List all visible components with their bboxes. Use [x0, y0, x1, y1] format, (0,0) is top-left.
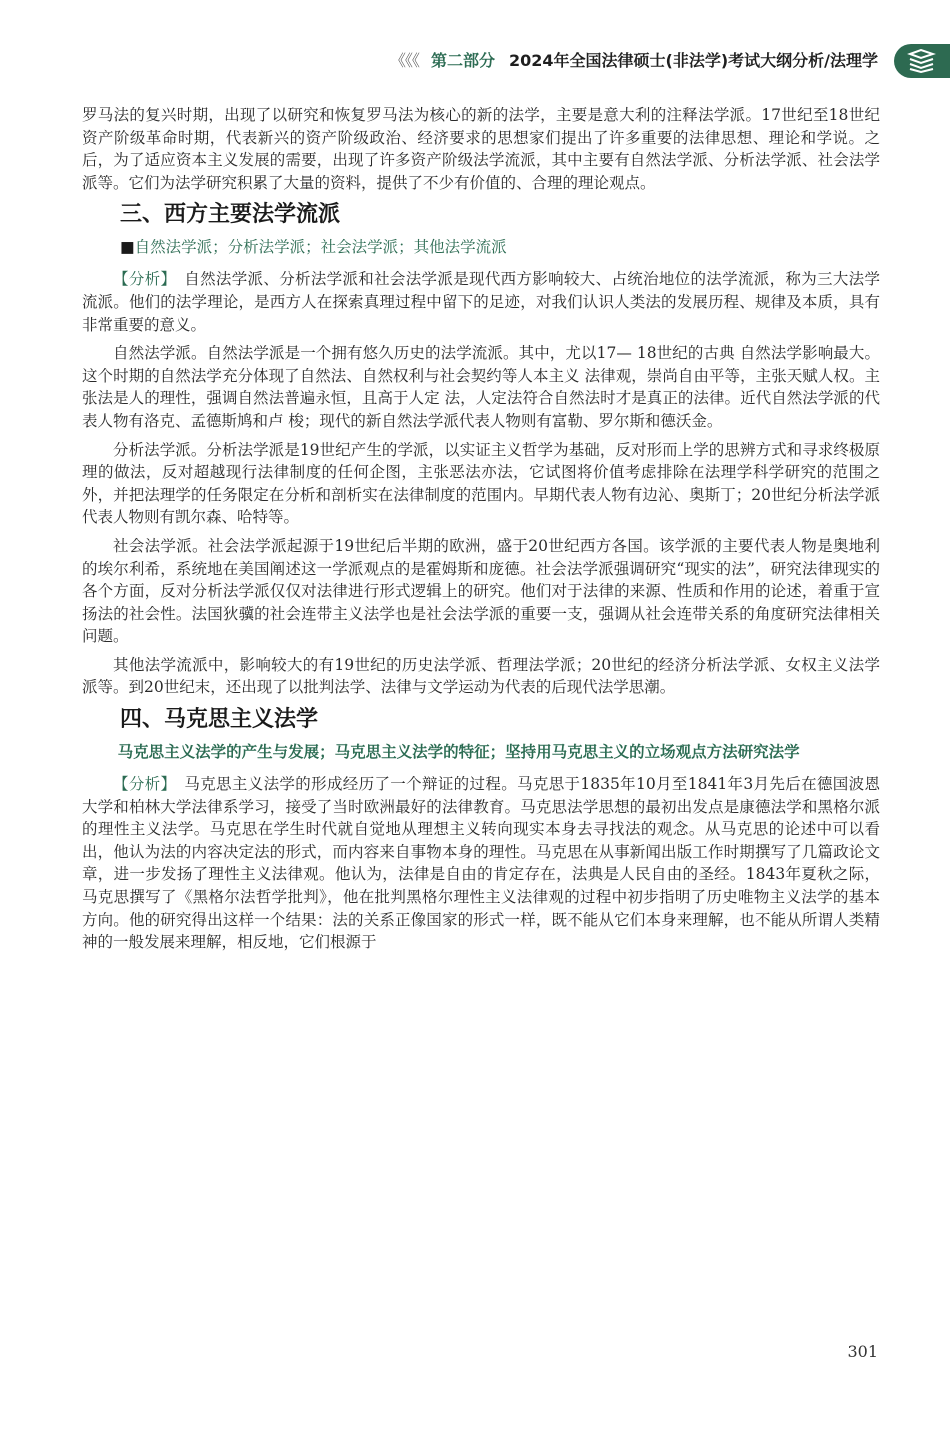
key-points-text: 自然法学派；分析法学派；社会法学派；其他法学流派	[134, 238, 507, 257]
analysis-text: 自然法学派、分析法学派和社会法学派是现代西方影响较大、占统治地位的法学流派，称为三大法学流派。他们的法学理论，是西方人在探索真理过程中留下的足迹，对我们认识人类法的发展历程、规律及本质，具有非常重要的意义。	[82, 270, 880, 334]
header-arrows: 《《《	[389, 51, 419, 70]
section-heading-western-schools: 三、西方主要法学流派	[120, 202, 341, 228]
analysis-tag: 【分析】	[113, 775, 177, 794]
running-header	[0, 44, 950, 80]
header-part-label: 第二部分	[430, 51, 495, 70]
intro-paragraph: 罗马法的复兴时期，出现了以研究和恢复罗马法为核心的新的法学，主要是意大利的注释法学派。17世纪至18世纪资产阶级革命时期，代表新兴的资产阶级政治、经济要求的思想家们提出了许多重要的法律思想、理论和学说。之后，为了适应资本主义发展的需要，出现了许多资产阶级法学流派，其中主要有自然法学派、分析法学派、社会法学派等。它们为法学研究积累了大量的资料，提供了不少有价值的、合理的理论观点。	[82, 106, 880, 192]
marxist-analysis-paragraph	[82, 773, 880, 954]
other-schools-paragraph: 其他法学流派中，影响较大的有19世纪的历史法学派、哲理法学派；20世纪的经济分析法学派、女权主义法学派等。到20世纪末，还出现了以批判法学、法律与文学运动为代表的后现代法学思潮。	[82, 655, 880, 697]
section-heading-marxist: 四、马克思主义法学	[120, 707, 319, 733]
analysis-paragraph	[82, 268, 880, 336]
analytic-school-paragraph: 分析法学派。分析法学派是19世纪产生的学派，以实证主义哲学为基础，反对形而上学的思辨方式和寻求终极原理的做法，反对超越现行法律制度的任何企图，主张恶法亦法，它试图将价值考虑排除在法理学科学研究的范围之外，并把法理学的任务限定在分析和剖析实在法律制度的范围内。早期代表人物有边沁、奥斯丁；20世纪分析法学派代表人物则有凯尔森、哈特等。	[82, 440, 880, 527]
key-points-western-schools	[120, 236, 880, 258]
page-number: 301	[847, 1342, 878, 1361]
page-body	[82, 104, 880, 960]
analysis-text: 马克思主义法学的形成经历了一个辩证的过程。马克思于1835年10月至1841年3月先后在德国波恩大学和柏林大学法律系学习，接受了当时欧洲最好的法律教育。马克思法学思想的最初出发点是康德法学和黑格尔派的理性主义法学。马克思在学生时代就自觉地从理想主义转向现实本身去寻找法的观念。从马克思的论述中可以看出，他认为法的内容决定法的形式，而内容来自事物本身的理性。马克思在从事新闻出版工作时期撰写了几篇政论文章，进一步发扬了理性主义法律观。他认为，法律是自由的肯定存在，法典是人民自由的圣经。1843年夏秋之际，马克思撰写了《黑格尔法哲学批判》，他在批判黑格尔理性主义法律观的过程中初步指明了历史唯物主义法学的基本方向。他的研究得出这样一个结果：法的关系正像国家的形式一样，既不能从它们本身来理解，也不能从所谓人类精神的一般发展来理解，相反地，它们根源于	[82, 775, 880, 952]
natural-law-paragraph: 自然法学派。自然法学派是一个拥有悠久历史的法学流派。其中，尤以17— 18世纪的古典 自然法学影响最大。这个时期的自然法学充分体现了自然法、自然权利与社会契约等人本主义 法律观，崇尚自由平等，主张天赋人权。主张法是人的理性，强调自然法普遍永恒，且高于人定 法，人定法符合自然法时才是真正的法律。近代自然法学派的代表人物有洛克、孟德斯鸠和卢 梭；现代的新自然法学派代表人物则有富勒、罗尔斯和德沃金。	[82, 344, 880, 430]
header-title-line	[390, 48, 878, 71]
sociological-school-paragraph: 社会法学派。社会法学派起源于19世纪后半期的欧洲，盛于20世纪西方各国。该学派的主要代表人物是奥地利的埃尔利希，系统地在美国阐述这一学派观点的是霍姆斯和庞德。社会法学派强调研究“现实的法”，研究法律现实的各个方面，反对分析法学派仅仅对法律进行形式逻辑上的研究。他们对于法律的来源、性质和作用的论述，着重于宣扬法的社会性。法国狄骥的社会连带主义法学也是社会法学派的重要一支，强调从社会连带关系的角度研究法律相关问题。	[82, 536, 880, 646]
book-stack-icon	[906, 49, 936, 73]
square-bullet-icon: ■	[120, 238, 135, 257]
analysis-tag: 【分析】	[113, 270, 177, 289]
header-tab	[894, 44, 950, 78]
header-title: 2024年全国法律硕士(非法学)考试大纲分析/法理学	[508, 51, 878, 70]
key-points-marxist: 马克思主义法学的产生与发展；马克思主义法学的特征；坚持用马克思主义的立场观点方法研究法学	[117, 743, 800, 762]
